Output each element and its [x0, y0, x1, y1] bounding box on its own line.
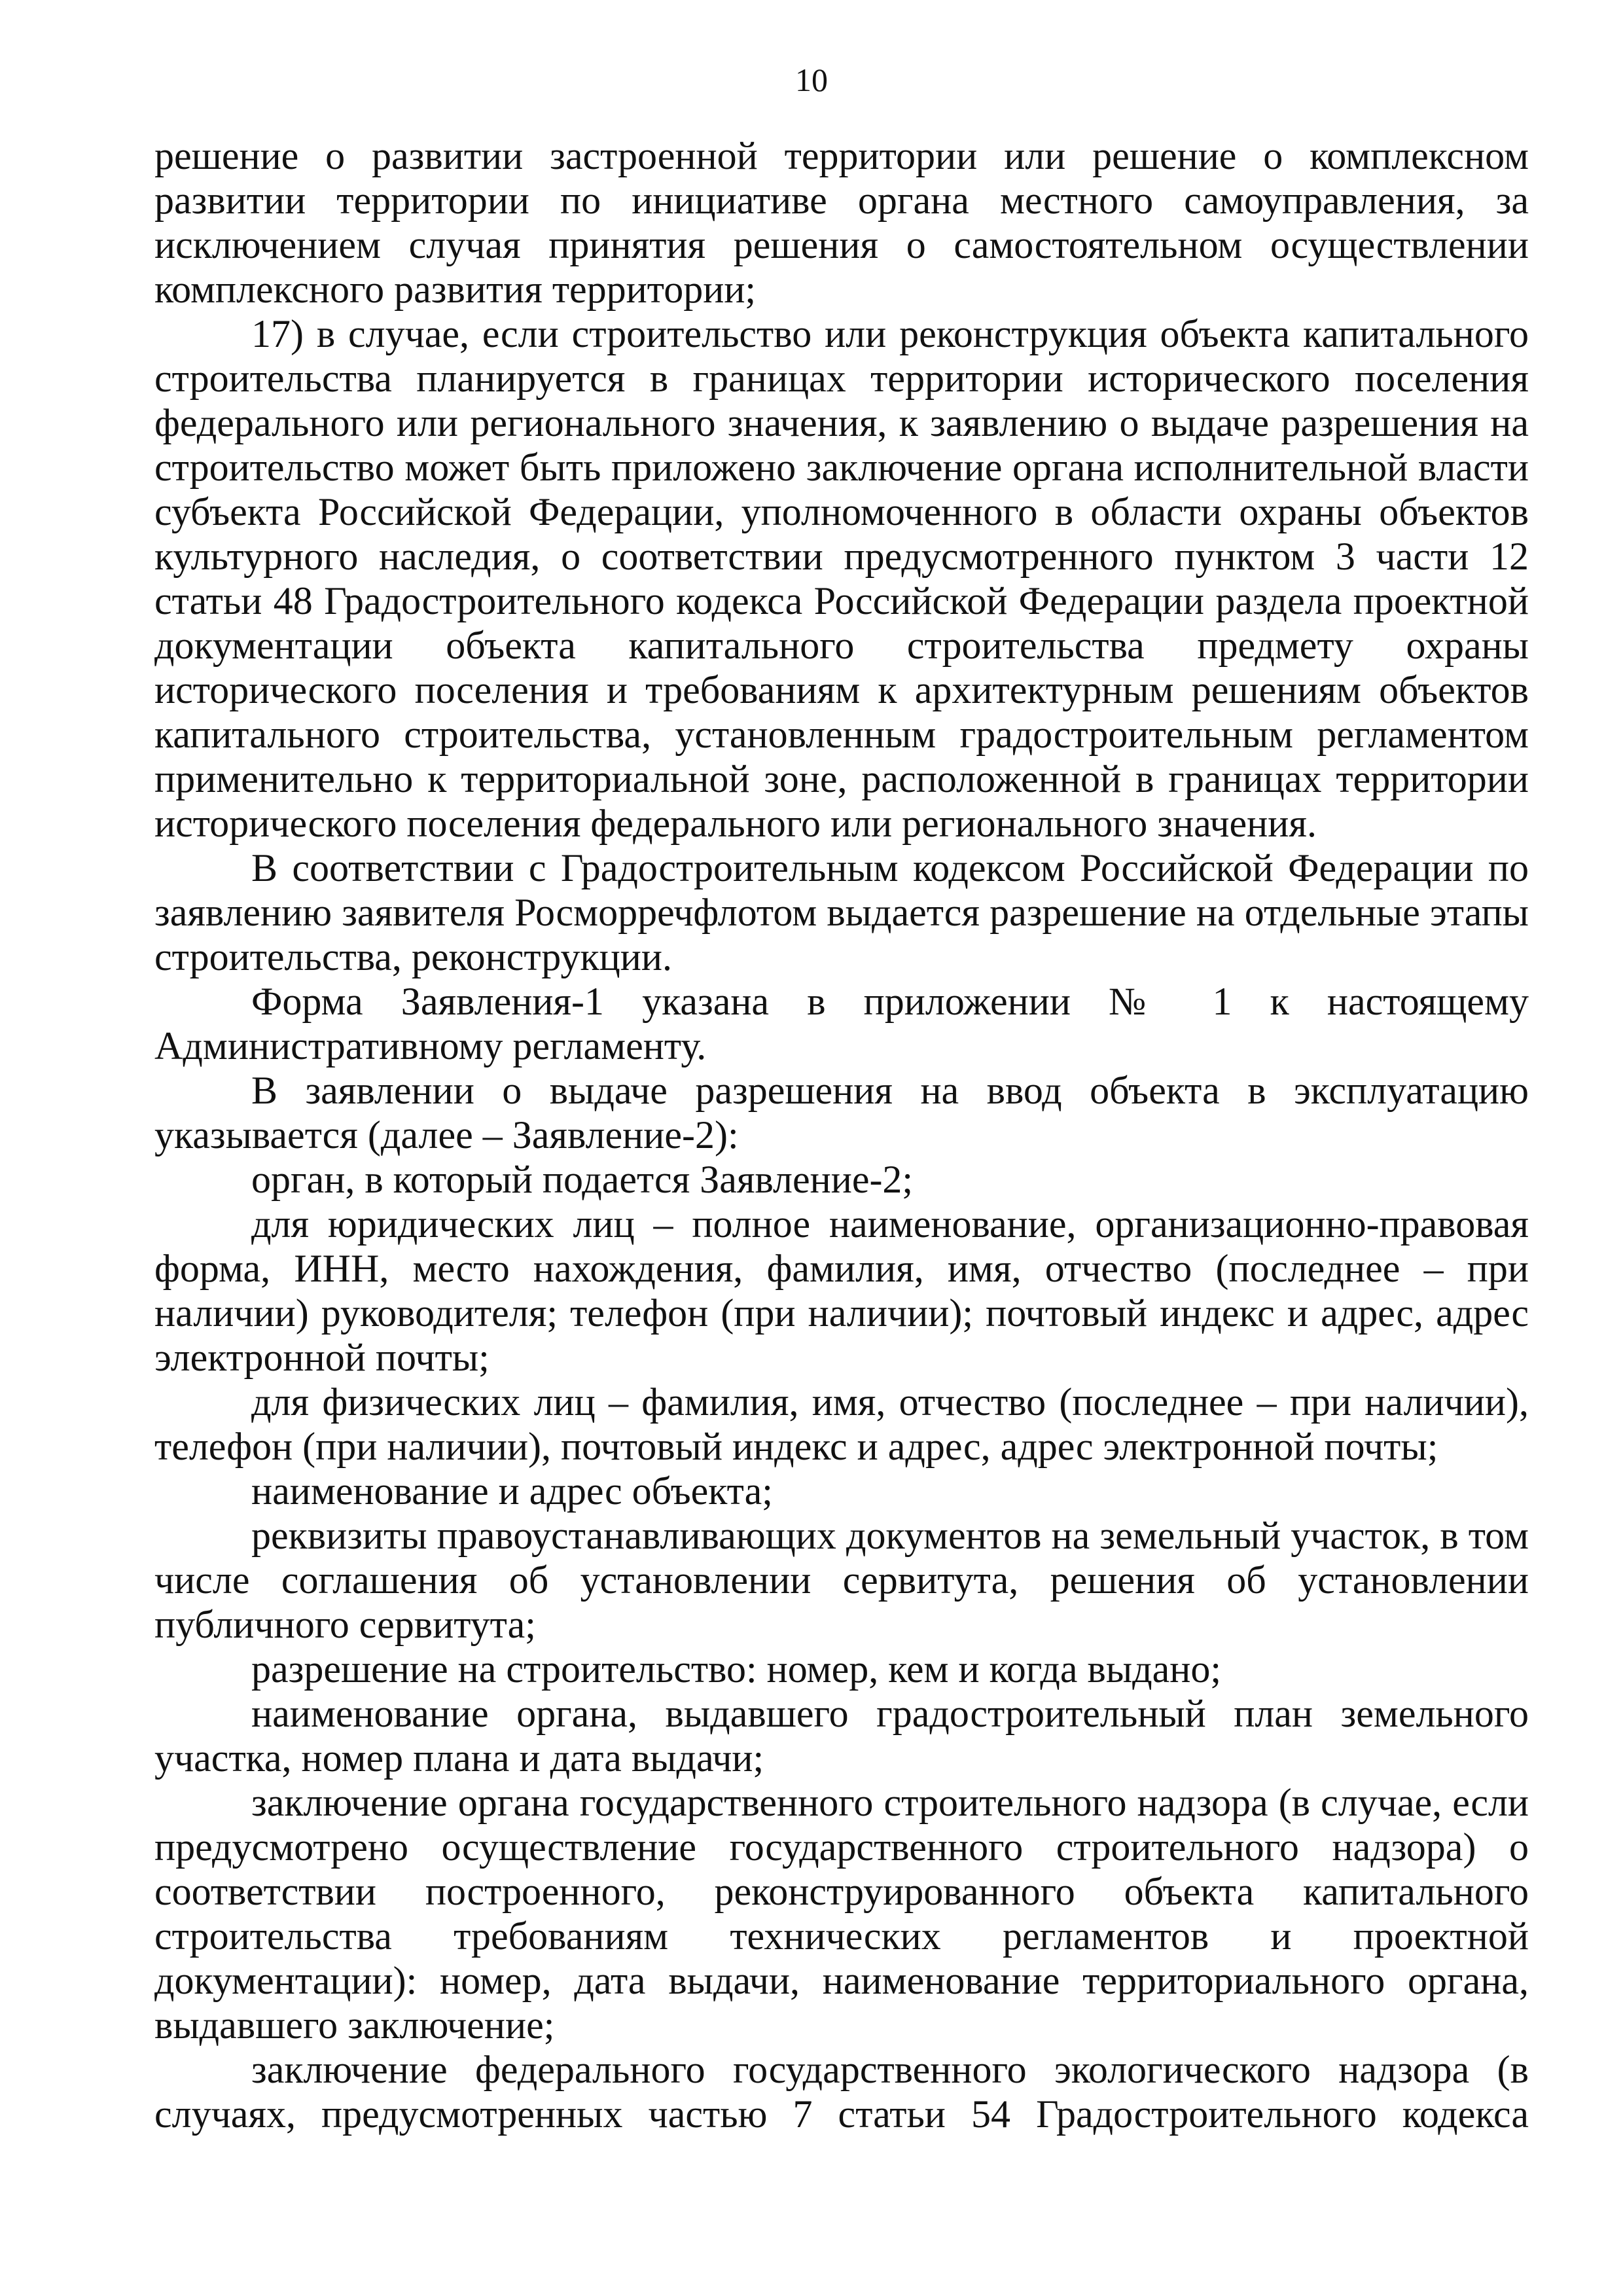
paragraph-form-reference: Форма Заявления-1 указана в приложении № 1 к настоящему Административному регламенту.: [154, 980, 1529, 1067]
document-body: [154, 134, 1529, 2136]
list-item-individuals: для физических лиц – фамилия, имя, отчество (последнее – при наличии), телефон (при наличии), почтовый индекс и адрес, адрес электронной почты;: [154, 1380, 1529, 1468]
paragraph-continuation: решение о развитии застроенной территории или решение о комплексном развитии территории по инициативе органа местного самоуправления, за исключением случая принятия решения о самостоятельном осуществлении комплексного развития территории;: [154, 134, 1529, 311]
list-item-land-documents: реквизиты правоустанавливающих документов на земельный участок, в том числе соглашения об установлении сервитута, решения об установлении публичного сервитута;: [154, 1514, 1529, 1646]
page-number: 10: [795, 62, 828, 98]
list-item-object-name: наименование и адрес объекта;: [251, 1469, 773, 1513]
list-item-urban-plan: наименование органа, выдавшего градостроительный план земельного участка, номер плана и дата выдачи;: [154, 1692, 1529, 1780]
paragraph-stages-permit: В соответствии с Градостроительным кодексом Российской Федерации по заявлению заявителя Росморречфлотом выдается разрешение на отдельные этапы строительства, реконструкции.: [154, 846, 1529, 978]
list-item-building-permit: разрешение на строительство: номер, кем и когда выдано;: [251, 1647, 1222, 1691]
list-item-supervision-conclusion: заключение органа государственного строительного надзора (в случае, если предусмотрено осуществление государственного строительного надзора) о соответствии построенного, реконструированного объекта капитального строительства требованиям технических регламентов и проектной документации): номер, дата выдачи, наименование территориального органа, выдавшего заключение;: [154, 1781, 1529, 2047]
paragraph-application-2-intro: В заявлении о выдаче разрешения на ввод объекта в эксплуатацию указывается (далее – Заявление-2):: [154, 1069, 1529, 1157]
paragraph-item-17: 17) в случае, если строительство или реконструкция объекта капитального строительства планируется в границах территории исторического поселения федерального или регионального значения, к заявлению о выдаче разрешения на строительство может быть приложено заключение органа исполнительной власти субъекта Российской Федерации, уполномоченного в области охраны объектов культурного наследия, о соответствии предусмотренного пунктом 3 части 12 статьи 48 Градостроительного кодекса Российской Федерации раздела проектной документации объекта капитального строительства предмету охраны исторического поселения и требованиям к архитектурным решениям объектов капитального строительства, установленным градостроительным регламентом применительно к территориальной зоне, расположенной в границах территории исторического поселения федерального или регионального значения.: [154, 312, 1529, 845]
list-item-authority: орган, в который подается Заявление-2;: [251, 1158, 914, 1201]
list-item-ecological-conclusion: заключение федерального государственного экологического надзора (в случаях, предусмотренных частью 7 статьи 54 Градостроительного кодекса: [154, 2048, 1529, 2136]
list-item-legal-entities: для юридических лиц – полное наименование, организационно-правовая форма, ИНН, место нахождения, фамилия, имя, отчество (последнее – при наличии) руководителя; телефон (при наличии); почтовый индекс и адрес, адрес электронной почты;: [154, 1202, 1529, 1379]
